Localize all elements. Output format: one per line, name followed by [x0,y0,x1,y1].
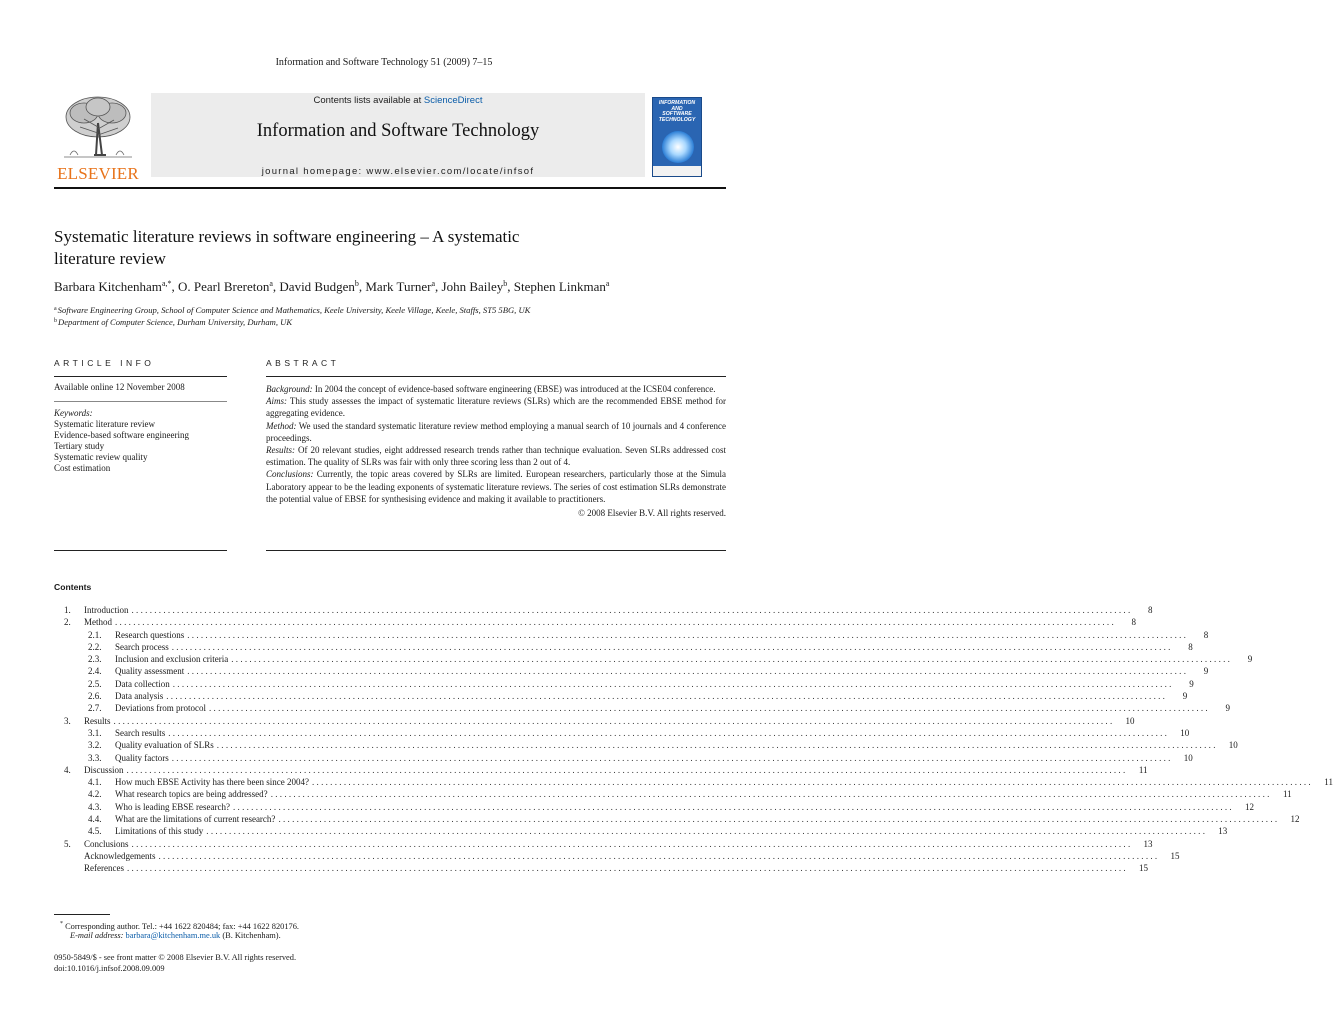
toc-leader-dots: ............................................................................................................................................................................................................................ [187,666,1189,677]
toc-title: Discussion [84,764,124,775]
keyword: Systematic review quality [54,452,148,462]
toc-number: 2.5. [88,678,102,689]
abstract-label: Results: [266,445,295,456]
author-name: David Budgen [279,279,355,294]
affiliation-b [54,317,292,327]
cover-title-line: AND [671,105,683,112]
toc-title: What are the limitations of current research? [115,814,276,825]
keyword: Systematic literature review [54,419,155,429]
toc-title: Who is leading EBSE research? [115,801,230,812]
toc-page-number: 12 [1244,801,1254,812]
abstract-conclusions [266,468,726,505]
toc-leader-dots: ............................................................................................................................................................................................................................ [206,826,1208,837]
toc-title: Acknowledgements [84,850,156,861]
abstract-text: Of 20 relevant studies, eight addressed research trends rather than technique evaluation. Seven SLRs addressed cost estimation. The quality of SLRs was fair with only three scoring less than 2 out of 4. [266,445,726,468]
toc-title: How much EBSE Activity has there been since 2004? [115,777,309,788]
toc-title: Quality assessment [115,666,185,677]
keywords-block [54,408,189,474]
toc-number: 3. [64,715,71,726]
author [279,279,358,294]
author-affiliation-mark: b [354,279,359,288]
abstract-copyright: © 2008 Elsevier B.V. All rights reserved. [578,508,726,519]
doi-line[interactable]: doi:10.1016/j.infsof.2008.09.009 [54,964,165,973]
abstract-results [266,444,726,468]
email-label: E-mail address: [70,931,124,940]
toc-number: 1. [64,605,71,615]
article-info-rule-top [54,376,227,377]
abstract-aims [266,395,726,419]
toc-leader-dots: ............................................................................................................................................................................................................................ [231,654,1233,665]
cover-title-line: TECHNOLOGY [658,116,696,123]
title-line-1: Systematic literature reviews in software engineering – A systematic [54,227,520,246]
cover-title [653,101,701,123]
toc-row[interactable] [54,788,1292,800]
cover-footer [653,166,701,176]
toc-leader-dots: ............................................................................................................................................................................................................................ [166,691,1168,702]
toc-page-number: 8 [1148,605,1153,615]
toc-page-number: 10 [1183,752,1193,763]
toc-page-number: 15 [1170,850,1180,861]
abstract-background [266,383,726,395]
email-link[interactable]: barbara@kitchenham.me.uk [125,931,221,940]
toc-title: Search results [115,727,166,738]
abstract-rule-bottom [266,550,726,551]
journal-name: Information and Software Technology [256,121,540,141]
issn-line: 0950-5849/$ - see front matter © 2008 Elsevier B.V. All rights reserved. [54,953,297,962]
toc-row[interactable] [54,739,1238,751]
toc-page-number: 8 [1131,617,1136,628]
toc-number: 4.3. [88,801,102,812]
toc-page-number: 9 [1203,666,1209,677]
available-online: Available online 12 November 2008 [54,382,185,392]
toc-page-number: 15 [1138,863,1148,874]
article-info-heading: ARTICLE INFO [54,358,155,368]
toc-leader-dots: ............................................................................................................................................................................................................................ [171,752,1173,763]
toc-number: 4.5. [88,826,102,837]
author-name: John Bailey [441,279,504,294]
toc-number: 2.1. [88,629,102,640]
toc-page-number: 11 [1283,789,1292,800]
abstract-text: Currently, the topic areas covered by SLRs are limited. European researchers, particularly those at the Simula Laboratory appear to be the leading exponents of systematic literature reviews. The series of cost estimation SLRs demonstrate the potential value of EBSE for synthesising evidence and making it available to practitioners. [266,469,726,504]
toc-row[interactable] [54,825,1228,837]
toc-row[interactable] [54,641,1193,653]
contents-prefix: Contents lists available at [313,95,424,106]
toc-number: 2.2. [88,641,102,652]
abstract-text: We used the standard systematic literature review method employing a manual search of 10 journals and 4 conference proceedings. [266,420,726,443]
footnote-rule [54,914,110,915]
cover-title-line: SOFTWARE [662,111,692,118]
affiliation-mark: b [54,318,57,324]
toc-title: Research questions [115,629,185,640]
toc-title: Method [84,617,112,628]
keywords-label: Keywords: [54,408,93,418]
toc-number: 4.1. [88,777,102,788]
toc-row[interactable] [54,653,1253,665]
cover-title-line: INFORMATION [658,100,696,106]
toc-row[interactable] [54,801,1254,813]
author-name: Mark Turner [365,279,432,294]
author-affiliation-mark: a [269,279,273,288]
toc-row[interactable] [54,665,1209,677]
keyword: Cost estimation [54,463,111,473]
toc-title: Data analysis [115,691,164,702]
email-suffix: (B. Kitchenham). [220,931,281,940]
abstract-heading: ABSTRACT [266,358,340,368]
toc-title: Data collection [115,678,170,689]
affiliation-text: Software Engineering Group, School of Computer Science and Mathematics, Keele University, Keele Village, Keele, Staffs, ST5 5BG, UK [57,305,531,315]
sciencedirect-link[interactable]: ScienceDirect [423,95,483,106]
toc-page-number: 11 [1138,764,1148,775]
toc-page-number: 13 [1143,838,1153,849]
journal-banner [151,93,645,177]
toc-row[interactable] [54,776,1333,788]
author-affiliation-mark: a,* [161,279,172,288]
journal-homepage[interactable]: journal homepage: www.elsevier.com/locate/infsof [261,166,535,177]
toc-number: 2.7. [88,703,102,714]
toc-page-number: 10 [1180,727,1190,738]
author-affiliation-mark: a [431,279,436,288]
affiliation-a [54,305,530,315]
abstract-label: Method: [266,420,297,431]
toc-number: 3.3. [88,752,102,763]
title-line-2: literature review [54,249,166,268]
toc-row[interactable] [54,604,1153,616]
toc-page-number: 9 [1247,654,1253,665]
toc-page-number: 8 [1188,641,1193,652]
toc-leader-dots: ............................................................................................................................................................................................................................ [171,641,1173,652]
toc-page-number: 10 [1228,740,1238,751]
author-list: Barbara Kitchenham$^{a,*}$, O. Pearl Brereton$^a$, David Budgen$^b$, Mark Turner$^a$, John Bailey$^b$, Stephen Linkman$^a$ [54,279,610,294]
author [178,279,273,294]
author [54,279,172,294]
article-title [54,226,714,270]
toc-leader-dots: ............................................................................................................................................................................................................................ [187,629,1189,640]
contents-heading: Contents [54,582,92,592]
toc-title: Quality factors [115,752,169,763]
toc-page-number: 11 [1324,777,1333,788]
affiliation-text: Department of Computer Science, Durham University, Durham, UK [58,317,293,327]
elsevier-logo [54,93,142,181]
toc-title: Results [84,715,111,726]
author-name: Stephen Linkman [513,279,606,294]
toc-number: 5. [64,838,71,849]
author [442,279,508,294]
toc-title: Quality evaluation of SLRs [115,740,214,751]
abstract-rule-top [266,376,726,377]
toc-number: 2.4. [88,666,102,677]
toc-page-number: 8 [1203,629,1209,640]
toc-row[interactable] [54,616,1136,628]
toc-number: 3.1. [88,727,102,738]
keyword: Evidence-based software engineering [54,430,189,440]
author-name: Barbara Kitchenham [54,279,162,294]
toc-leader-dots: ............................................................................................................................................................................................................................ [158,850,1160,861]
toc-page-number: 9 [1182,691,1188,702]
abstract-label: Conclusions: [266,469,314,480]
toc-page-number: 12 [1290,814,1300,825]
toc-page-number: 10 [1125,715,1135,726]
elsevier-tree-icon [54,93,142,163]
toc-leader-dots: ............................................................................................................................................................................................................................ [126,863,1128,874]
toc-leader-dots: ............................................................................................................................................................................................................................ [232,801,1234,812]
abstract-text: In 2004 the concept of evidence-based software engineering (EBSE) was introduced at the ICSE04 conference. [312,384,716,394]
toc-page-number: 9 [1225,703,1230,714]
toc-leader-dots: ............................................................................................................................................................................................................................ [126,764,1128,775]
toc-leader-dots: ............................................................................................................................................................................................................................ [216,740,1218,751]
toc-leader-dots: ............................................................................................................................................................................................................................ [270,789,1272,800]
toc-row[interactable] [54,764,1148,776]
toc-title: What research topics are being addressed? [115,789,268,800]
toc-leader-dots: ............................................................................................................................................................................................................................ [208,703,1210,714]
affiliation-mark: a [54,306,57,312]
toc-row[interactable] [54,862,1148,874]
author [365,279,435,294]
toc-number: 2.3. [88,654,102,665]
author-affiliation-mark: a [605,279,610,288]
toc-row[interactable] [54,690,1188,702]
toc-row[interactable] [54,702,1230,714]
toc-title: Deviations from protocol [115,703,206,714]
toc-row[interactable] [54,838,1153,850]
toc-leader-dots: ............................................................................................................................................................................................................................ [168,727,1170,738]
journal-masthead [54,93,726,181]
contents-availability [151,95,645,106]
toc-row[interactable] [54,813,1300,825]
toc-title: Introduction [84,605,129,615]
author [514,279,610,294]
abstract-label: Aims: [266,396,287,407]
abstract-text: This study assesses the impact of systematic literature reviews (SLRs) which are the recommended EBSE method for aggregating evidence. [266,396,726,419]
toc-page-number: 9 [1189,678,1194,689]
toc-number: 3.2. [88,740,102,751]
footnote-star: * [60,921,63,927]
email-note [70,930,281,941]
toc-row[interactable] [54,678,1194,690]
journal-cover [652,97,702,177]
toc-row[interactable] [54,850,1180,862]
toc-title: Conclusions [84,838,129,849]
author-affiliation-mark: b [503,279,508,288]
toc-leader-dots: ............................................................................................................................................................................................................................ [311,777,1313,788]
toc-row[interactable] [54,752,1193,764]
toc-row[interactable] [54,629,1209,641]
toc-number: 4.2. [88,789,102,800]
journal-citation: Information and Software Technology 51 (2009) 7–15 [275,57,493,68]
toc-leader-dots: ............................................................................................................................................................................................................................ [131,605,1133,615]
cover-disc-graphic [662,131,694,163]
author-name: O. Pearl Brereton [178,279,270,294]
abstract-body [266,383,726,519]
toc-number: 2.6. [88,691,102,702]
corresponding-text: Corresponding author. Tel.: +44 1622 820484; fax: +44 1622 820176. [65,921,299,931]
abstract-label: Background: [266,384,313,394]
toc-leader-dots: ............................................................................................................................................................................................................................ [115,617,1116,628]
toc-leader-dots: ............................................................................................................................................................................................................................ [172,678,1174,689]
toc-number: 2. [64,617,71,628]
toc-title: References [84,863,124,874]
toc-title: Limitations of this study [115,826,204,837]
masthead-rule [54,187,726,189]
table-of-contents [54,604,1333,875]
toc-leader-dots: ............................................................................................................................................................................................................................ [278,814,1280,825]
keyword: Tertiary study [54,441,105,451]
toc-title: Inclusion and exclusion criteria [115,654,229,665]
toc-leader-dots: ............................................................................................................................................................................................................................ [131,838,1133,849]
abstract-method [266,420,726,444]
publisher-wordmark: ELSEVIER [57,164,139,183]
toc-title: Search process [115,641,169,652]
toc-number: 4. [64,764,71,775]
toc-row[interactable] [54,727,1190,739]
toc-number: 4.4. [88,814,102,825]
article-info-divider [54,401,227,402]
article-info-rule-bottom [54,550,227,551]
toc-page-number: 13 [1218,826,1228,837]
toc-leader-dots: ............................................................................................................................................................................................................................ [113,715,1115,726]
toc-row[interactable] [54,715,1135,727]
